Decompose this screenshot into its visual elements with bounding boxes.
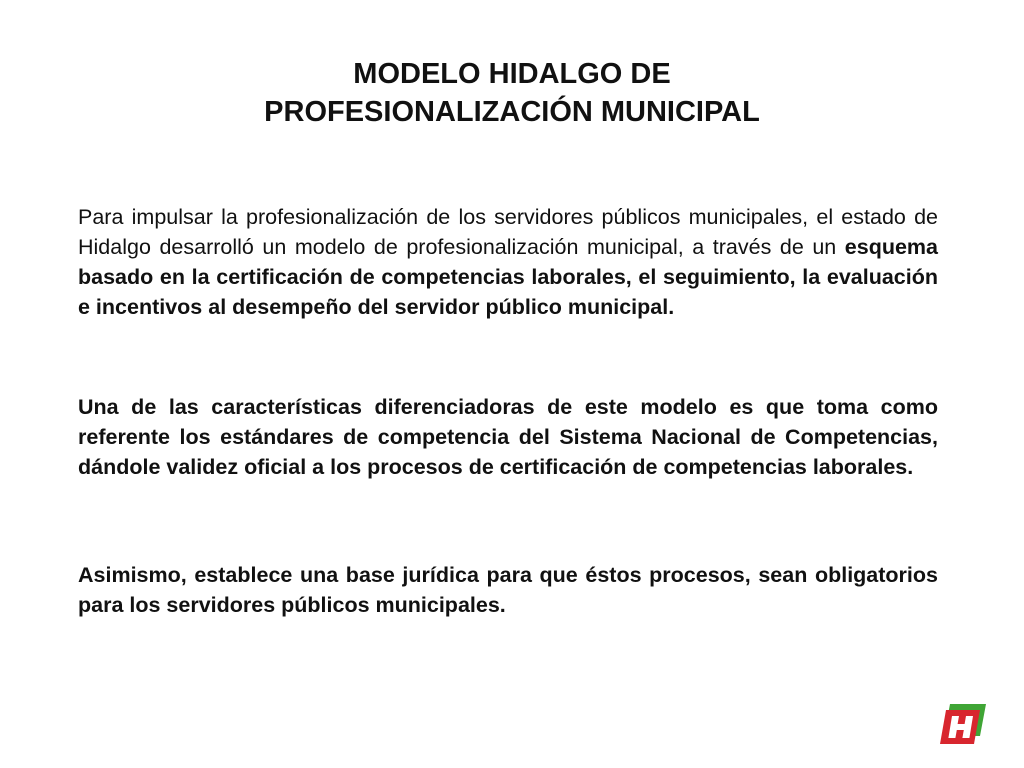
title-line-2: PROFESIONALIZACIÓN MUNICIPAL [264, 96, 760, 128]
paragraph-characteristics: Una de las características diferenciadoras de este modelo es que toma como referente los estándares de competencia del Sistema Nacional de Competencias, dándole validez oficial a los procesos de certificación de competencias laborales. [78, 395, 938, 479]
title-line-1: MODELO HIDALGO DE [353, 58, 671, 90]
paragraph-legal-basis: Asimismo, establece una base jurídica para que éstos procesos, sean obligatorios para los servidores públicos municipales. [78, 563, 938, 617]
paragraph-intro-text: Para impulsar la profesionalización de los servidores públicos municipales, el estado de Hidalgo desarrolló un modelo de profesionalización municipal, a través de un [78, 205, 938, 259]
hidalgo-h-logo-icon [940, 702, 986, 744]
paragraph-intro-emphasis: esquema basado en la certificación de competencias laborales, el seguimiento, la evaluación e incentivos al desempeño del servidor público municipal. [78, 235, 938, 319]
paragraph-intro [78, 202, 938, 322]
page-title [100, 55, 924, 131]
